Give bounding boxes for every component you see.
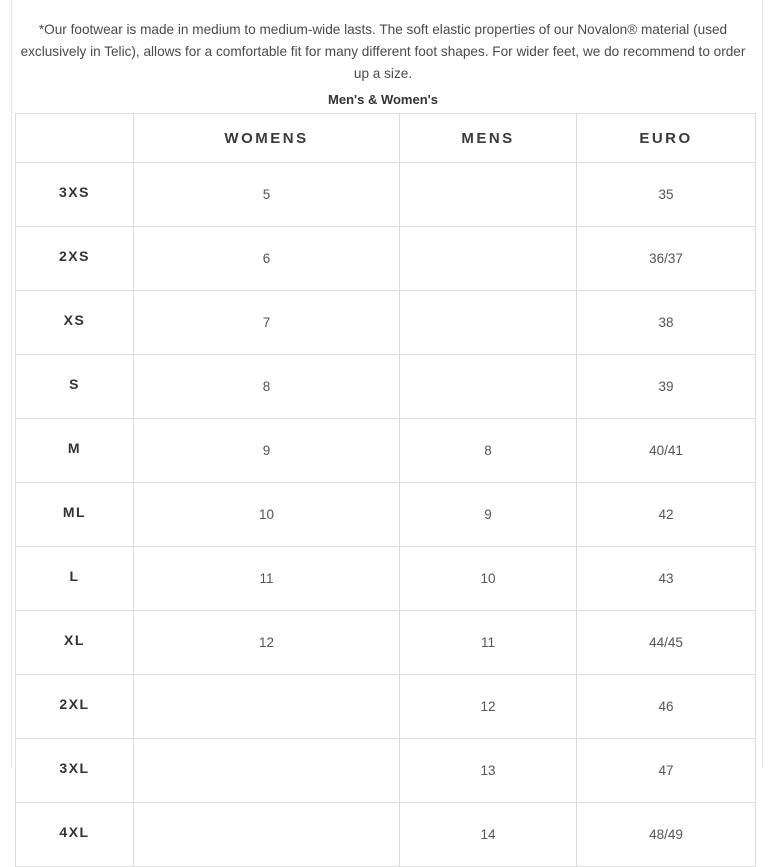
table-row	[16, 483, 756, 547]
size-chart-table	[15, 113, 756, 867]
size-label-cell: 2XS	[16, 227, 134, 291]
table-header-row	[16, 114, 756, 163]
header-womens: WOMENS	[134, 114, 400, 163]
size-label-cell: XL	[16, 611, 134, 675]
euro-size-cell: 44/45	[577, 611, 756, 675]
size-label-cell: L	[16, 547, 134, 611]
size-label-cell: 3XS	[16, 163, 134, 227]
mens-size-cell: 9	[400, 483, 577, 547]
womens-size-cell	[134, 803, 400, 867]
header-size	[16, 114, 134, 163]
mens-size-cell: 10	[400, 547, 577, 611]
womens-size-cell	[134, 739, 400, 803]
table-row	[16, 419, 756, 483]
womens-size-cell: 6	[134, 227, 400, 291]
womens-size-cell: 12	[134, 611, 400, 675]
womens-size-cell: 8	[134, 355, 400, 419]
womens-size-cell	[134, 675, 400, 739]
table-row	[16, 803, 756, 867]
mens-size-cell	[400, 291, 577, 355]
womens-size-cell: 11	[134, 547, 400, 611]
size-label-cell: ML	[16, 483, 134, 547]
euro-size-cell: 42	[577, 483, 756, 547]
header-euro: EURO	[577, 114, 756, 163]
euro-size-cell: 35	[577, 163, 756, 227]
table-row	[16, 227, 756, 291]
euro-size-cell: 38	[577, 291, 756, 355]
mens-size-cell: 12	[400, 675, 577, 739]
table-row	[16, 675, 756, 739]
euro-size-cell: 47	[577, 739, 756, 803]
table-row	[16, 547, 756, 611]
size-rows	[16, 163, 756, 867]
header-mens: MENS	[400, 114, 577, 163]
table-caption: Men's & Women's	[328, 92, 438, 107]
table-row	[16, 355, 756, 419]
womens-size-cell: 5	[134, 163, 400, 227]
size-label-cell: 4XL	[16, 803, 134, 867]
table-row	[16, 611, 756, 675]
mens-size-cell	[400, 163, 577, 227]
mens-size-cell: 8	[400, 419, 577, 483]
table-row	[16, 291, 756, 355]
mens-size-cell: 13	[400, 739, 577, 803]
euro-size-cell: 48/49	[577, 803, 756, 867]
table-row	[16, 163, 756, 227]
mens-size-cell	[400, 355, 577, 419]
euro-size-cell: 46	[577, 675, 756, 739]
womens-size-cell: 7	[134, 291, 400, 355]
womens-size-cell: 10	[134, 483, 400, 547]
size-label-cell: M	[16, 419, 134, 483]
size-label-cell: 2XL	[16, 675, 134, 739]
fit-note: *Our footwear is made in medium to medium-wide lasts. The soft elastic properties of our Novalon® material (used exclusively in Telic), allows for a comfortable fit for many different foot shapes. For wider feet, we do recommend to order up a size.	[20, 22, 746, 81]
womens-size-cell: 9	[134, 419, 400, 483]
mens-size-cell: 11	[400, 611, 577, 675]
euro-size-cell: 39	[577, 355, 756, 419]
size-label-cell: XS	[16, 291, 134, 355]
euro-size-cell: 40/41	[577, 419, 756, 483]
mens-size-cell	[400, 227, 577, 291]
table-row	[16, 739, 756, 803]
euro-size-cell: 43	[577, 547, 756, 611]
size-label-cell: 3XL	[16, 739, 134, 803]
mens-size-cell: 14	[400, 803, 577, 867]
euro-size-cell: 36/37	[577, 227, 756, 291]
size-label-cell: S	[16, 355, 134, 419]
